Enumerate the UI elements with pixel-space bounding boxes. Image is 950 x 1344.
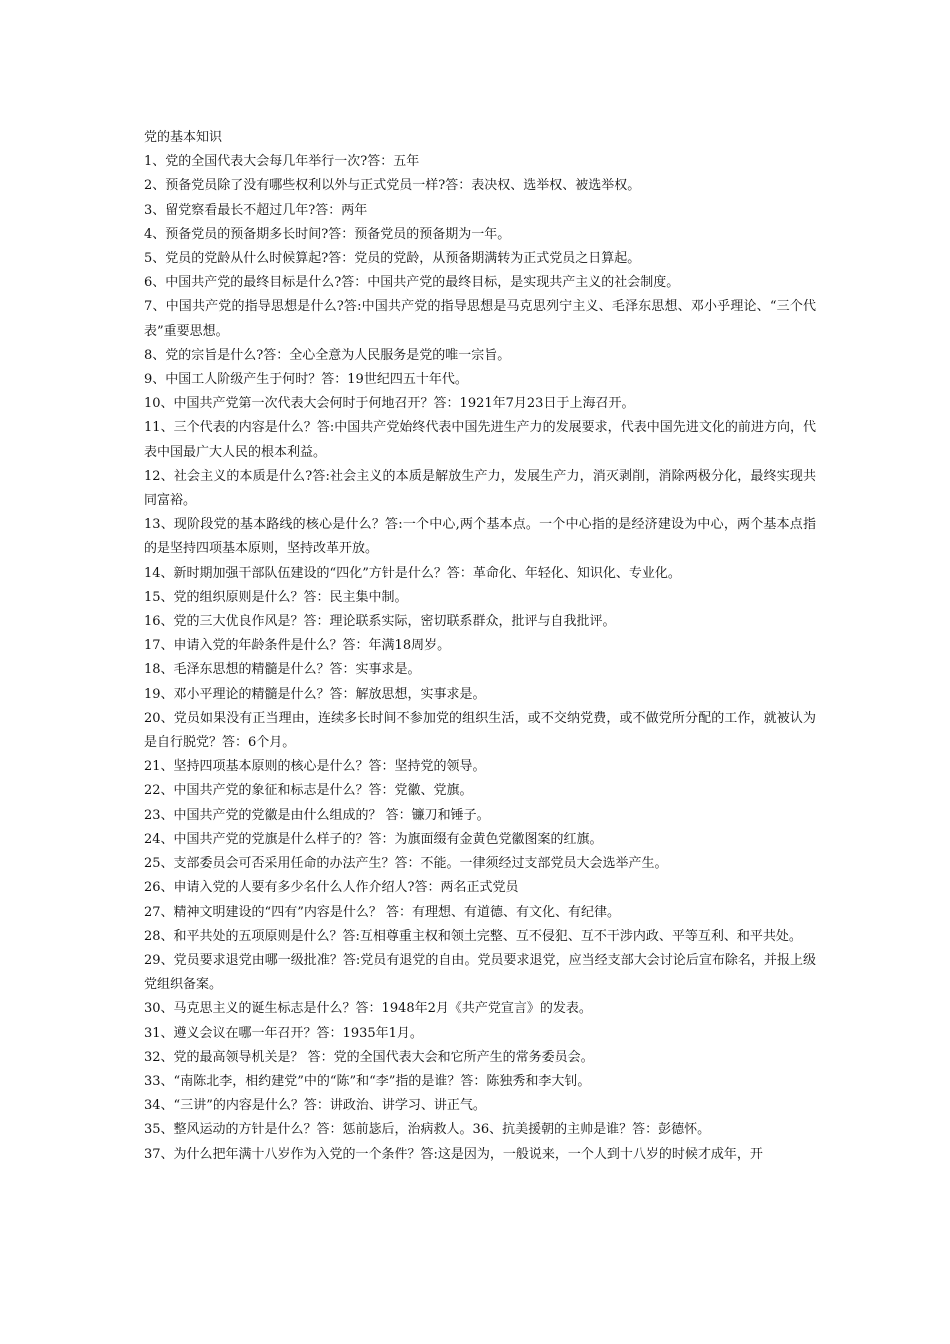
question-item: 30、马克思主义的诞生标志是什么？答：1948年2月《共产党宣言》的发表。 bbox=[144, 1001, 592, 1017]
question-item: 29、党员要求退党由哪一级批准？答:党员有退党的自由。党员要求退党，应当经支部大会讨论后宣布除名，并报上级党组织备案。 bbox=[144, 952, 816, 993]
question-item: 26、申请入党的人要有多少名什么人作介绍人?答：两名正式党员 bbox=[144, 880, 519, 896]
question-item: 12、社会主义的本质是什么?答:社会主义的本质是解放生产力，发展生产力，消灭剥削，消除两极分化，最终实现共同富裕。 bbox=[144, 468, 816, 509]
question-item: 17、申请入党的年龄条件是什么？答：年满18周岁。 bbox=[144, 638, 451, 654]
question-item: 20、党员如果没有正当理由，连续多长时间不参加党的组织生活，或不交纳党费，或不做党所分配的工作，就被认为是自行脱党？答：6个月。 bbox=[144, 710, 816, 751]
question-item: 2、预备党员除了没有哪些权利以外与正式党员一样?答：表决权、选举权、被选举权。 bbox=[144, 178, 641, 194]
question-item: 33、“南陈北李，相约建党”中的“陈”和“李”指的是谁？答：陈独秀和李大钊。 bbox=[144, 1073, 591, 1089]
question-item: 27、精神文明建设的“四有”内容是什么？ 答：有理想、有道德、有文化、有纪律。 bbox=[144, 904, 620, 920]
question-item: 10、中国共产党第一次代表大会何时于何地召开？答：1921年7月23日于上海召开。 bbox=[144, 396, 635, 412]
question-item: 25、支部委员会可否采用任命的办法产生？答：不能。一律须经过支部党员大会选举产生。 bbox=[144, 856, 668, 872]
question-item: 11、三个代表的内容是什么？答:中国共产党始终代表中国先进生产力的发展要求，代表中国先进文化的前进方向，代表中国最广大人民的根本利益。 bbox=[144, 420, 816, 460]
question-item: 4、预备党员的预备期多长时间?答：预备党员的预备期为一年。 bbox=[144, 226, 511, 242]
question-item: 28、和平共处的五项原则是什么？答:互相尊重主权和领土完整、互不侵犯、互不干涉内政、平等互利、和平共处。 bbox=[144, 928, 802, 944]
question-item: 14、新时期加强干部队伍建设的“四化”方针是什么？答：革命化、年轻化、知识化、专业化。 bbox=[144, 565, 681, 581]
question-item: 37、为什么把年满十八岁作为入党的一个条件？答:这是因为，一般说来，一个人到十八岁的时候才成年，开 bbox=[144, 1146, 763, 1162]
question-item: 8、党的宗旨是什么?答：全心全意为人民服务是党的唯一宗旨。 bbox=[144, 347, 511, 363]
question-item: 19、邓小平理论的精髓是什么？答：解放思想，实事求是。 bbox=[144, 686, 486, 702]
question-item: 3、留党察看最长不超过几年?答：两年 bbox=[144, 202, 368, 218]
document-title: 党的基本知识 bbox=[144, 130, 223, 145]
question-item: 1、党的全国代表大会每几年举行一次?答：五年 bbox=[144, 154, 420, 170]
question-item: 15、党的组织原则是什么？答：民主集中制。 bbox=[144, 589, 408, 605]
question-item: 5、党员的党龄从什么时候算起?答：党员的党龄，从预备期满转为正式党员之日算起。 bbox=[144, 251, 641, 267]
question-item: 6、中国共产党的最终目标是什么?答：中国共产党的最终目标，是实现共产主义的社会制度。 bbox=[144, 275, 680, 291]
question-item: 7、中国共产党的指导思想是什么?答:中国共产党的指导思想是马克思列宁主义、毛泽东思想、邓小乎理论、“三个代表”重要思想。 bbox=[144, 299, 816, 339]
question-item: 16、党的三大优良作风是？答：理论联系实际，密切联系群众，批评与自我批评。 bbox=[144, 614, 616, 630]
question-item: 34、“三讲”的内容是什么？答：讲政治、讲学习、讲正气。 bbox=[144, 1098, 486, 1114]
question-item: 35、整风运动的方针是什么？答：惩前毖后，治病救人。36、抗美援朝的主帅是谁？答：彭德怀。 bbox=[144, 1122, 711, 1138]
question-item: 9、中国工人阶级产生于何时？答：19世纪四五十年代。 bbox=[144, 372, 468, 388]
question-item: 18、毛泽东思想的精髓是什么？答：实事求是。 bbox=[144, 662, 421, 678]
question-item: 22、中国共产党的象征和标志是什么？答：党徽、党旗。 bbox=[144, 783, 473, 799]
question-item: 23、中国共产党的党徽是由什么组成的？ 答：镰刀和锤子。 bbox=[144, 807, 490, 823]
question-item: 31、遵义会议在哪一年召开？答：1935年1月。 bbox=[144, 1025, 423, 1041]
question-item: 13、现阶段党的基本路线的核心是什么？答:一个中心,两个基本点。一个中心指的是经济建设为中心，两个基本点指的是坚持四项基本原则，坚持改革开放。 bbox=[144, 517, 816, 557]
document-body bbox=[144, 126, 816, 1167]
question-item: 32、党的最高领导机关是？ 答：党的全国代表大会和它所产生的常务委员会。 bbox=[144, 1049, 594, 1065]
question-item: 21、坚持四项基本原则的核心是什么？答：坚持党的领导。 bbox=[144, 759, 486, 775]
question-item: 24、中国共产党的党旗是什么样子的？答：为旗面缀有金黄色党徽图案的红旗。 bbox=[144, 831, 603, 847]
